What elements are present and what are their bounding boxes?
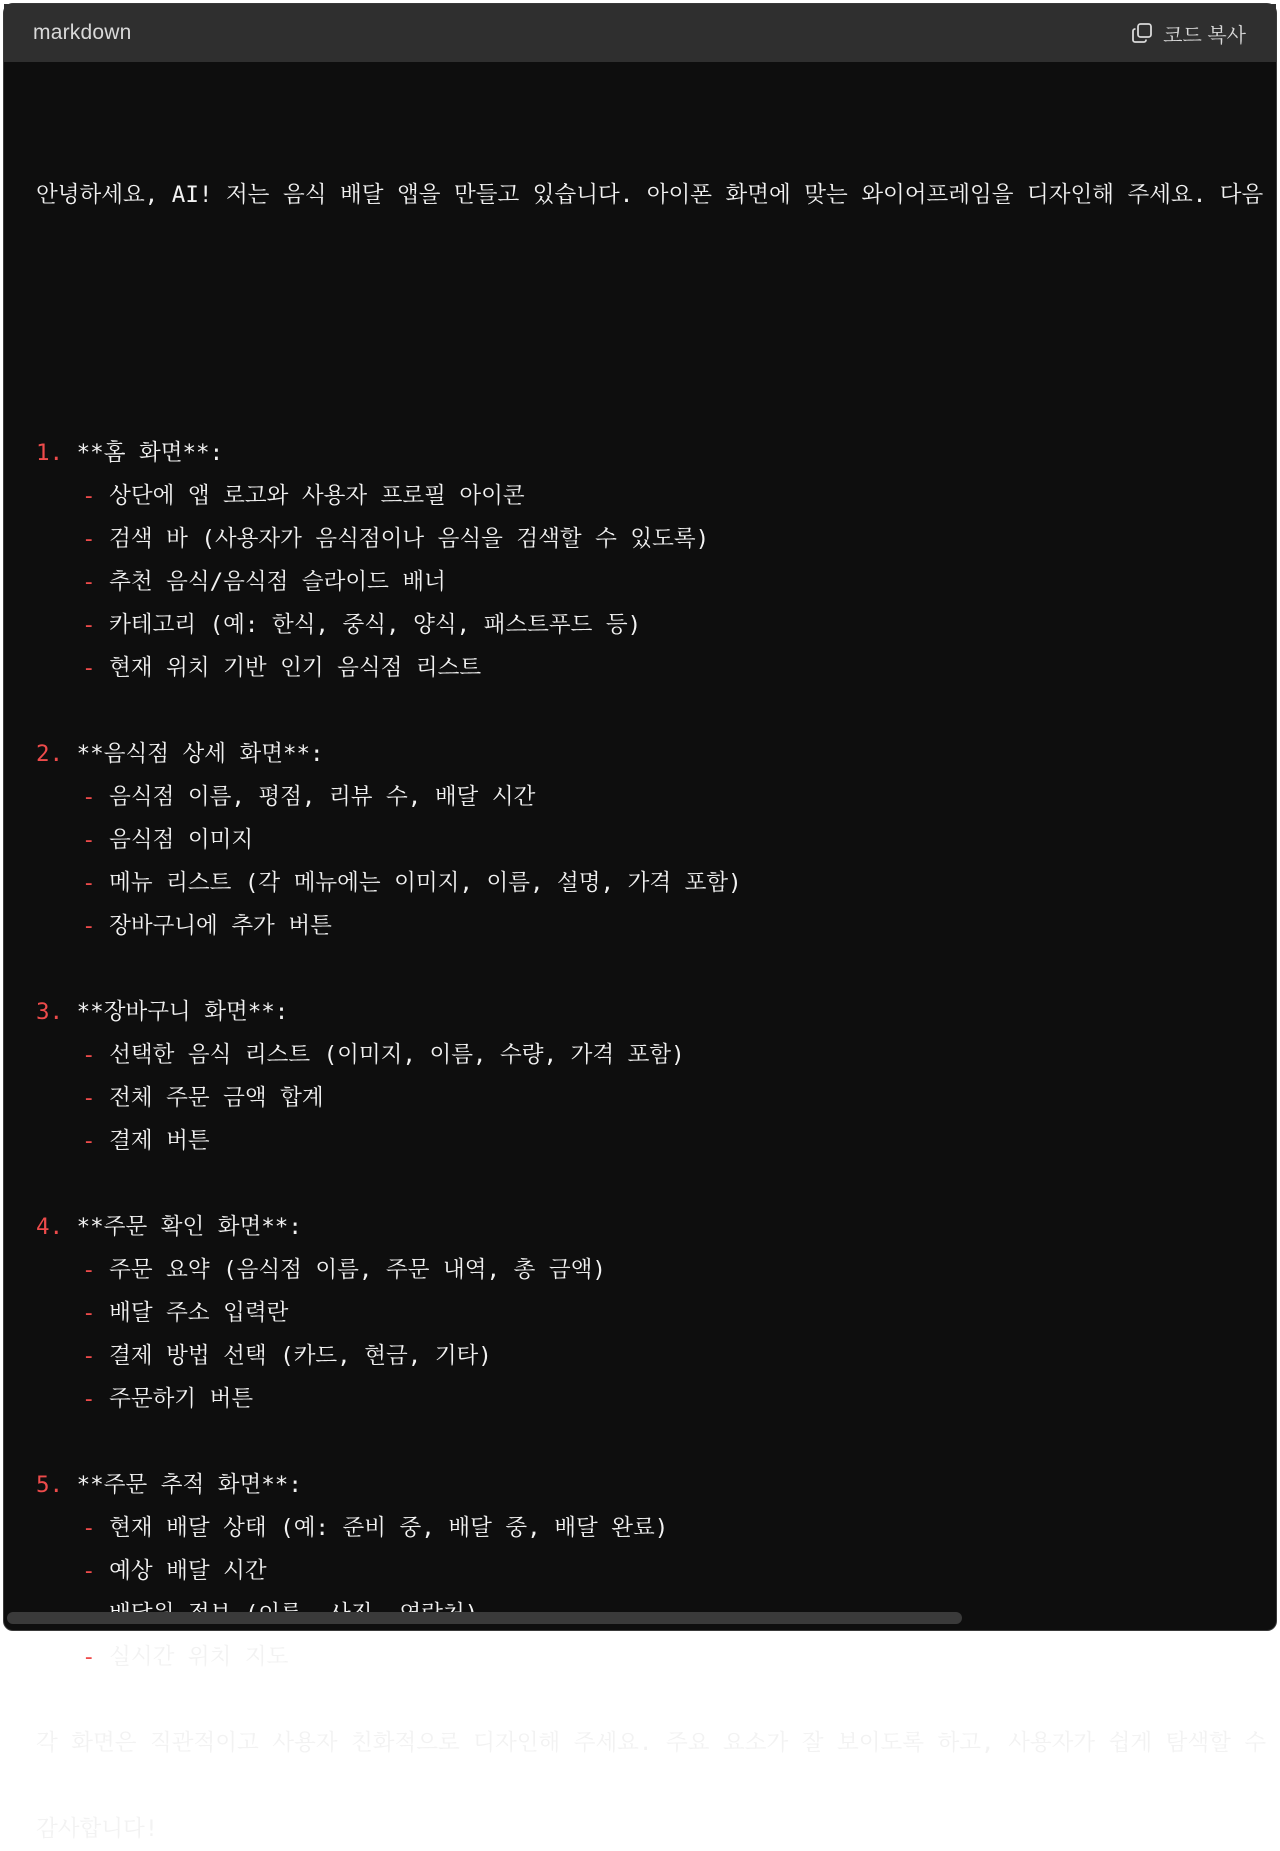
list-dash: - (82, 655, 110, 681)
list-dash: - (82, 569, 110, 595)
list-item (36, 819, 1276, 862)
list-dash: - (82, 483, 110, 509)
blank-line (36, 1421, 1276, 1464)
code-block (3, 3, 1277, 1842)
list-item-text: 카테고리 (예: 한식, 중식, 양식, 패스트푸드 등) (109, 612, 642, 638)
section-number: 2. (36, 741, 64, 767)
list-dash: - (82, 1128, 110, 1154)
section-number: 3. (36, 999, 64, 1025)
list-item (36, 905, 1276, 948)
list-item (36, 1636, 1276, 1679)
list-item (36, 561, 1276, 604)
list-dash: - (82, 1042, 110, 1068)
blank-line (36, 303, 1276, 346)
list-item (36, 1034, 1276, 1077)
closing-line: 각 화면은 직관적이고 사용자 친화적으로 디자인해 주세요. 주요 요소가 잘 보이도록 하고, 사용자가 쉽게 탐색할 수 (36, 1730, 1267, 1756)
list-item (36, 1507, 1276, 1550)
section-title: **주문 확인 화면**: (63, 1214, 302, 1240)
blank-line (36, 690, 1276, 733)
list-item-text: 결제 버튼 (109, 1128, 210, 1154)
list-item-text: 음식점 이름, 평점, 리뷰 수, 배달 시간 (109, 784, 536, 810)
list-dash: - (82, 1257, 110, 1283)
list-item-text: 주문 요약 (음식점 이름, 주문 내역, 총 금액) (109, 1257, 606, 1283)
list-item (36, 1249, 1276, 1292)
list-item-text: 상단에 앱 로고와 사용자 프로필 아이콘 (109, 483, 525, 509)
blank-line (36, 1163, 1276, 1206)
list-dash: - (82, 1343, 110, 1369)
language-label: markdown (33, 21, 132, 44)
code-content[interactable] (4, 62, 1276, 1842)
list-dash: - (82, 827, 110, 853)
list-item (36, 1550, 1276, 1593)
intro-line: 안녕하세요, AI! 저는 음식 배달 앱을 만들고 있습니다. 아이폰 화면에 맞는 와이어프레임을 디자인해 주세요. 다음 (36, 182, 1264, 208)
blank-line (36, 1765, 1276, 1808)
horizontal-scrollbar[interactable] (7, 1612, 962, 1624)
section-heading (36, 1464, 1276, 1507)
section-heading (36, 991, 1276, 1034)
copy-icon (1131, 22, 1153, 44)
list-item (36, 1335, 1276, 1378)
list-item-text: 전체 주문 금액 합계 (109, 1085, 324, 1111)
list-item (36, 647, 1276, 690)
section-heading (36, 432, 1276, 475)
section-heading (36, 1206, 1276, 1249)
list-item-text: 메뉴 리스트 (각 메뉴에는 이미지, 이름, 설명, 가격 포함) (109, 870, 742, 896)
list-item-text: 검색 바 (사용자가 음식점이나 음식을 검색할 수 있도록) (109, 526, 710, 552)
section-title: **홈 화면**: (63, 440, 224, 466)
list-item (36, 604, 1276, 647)
section-title: **주문 추적 화면**: (63, 1472, 302, 1498)
list-item (36, 1120, 1276, 1163)
section-title: **장바구니 화면**: (63, 999, 289, 1025)
list-dash: - (82, 1386, 110, 1412)
list-item (36, 1292, 1276, 1335)
list-item-text: 배달 주소 입력란 (109, 1300, 289, 1326)
list-dash: - (82, 612, 110, 638)
copy-code-label: 코드 복사 (1163, 24, 1246, 47)
list-item-text: 장바구니에 추가 버튼 (109, 913, 332, 939)
list-dash: - (82, 1515, 110, 1541)
blank-line (36, 948, 1276, 991)
list-dash: - (82, 1085, 110, 1111)
list-dash: - (82, 913, 110, 939)
list-dash: - (82, 1644, 110, 1670)
list-item (36, 1077, 1276, 1120)
section-title: **음식점 상세 화면**: (63, 741, 324, 767)
list-item-text: 음식점 이미지 (109, 827, 254, 853)
list-dash: - (82, 1558, 110, 1584)
list-dash: - (82, 784, 110, 810)
list-item-text: 선택한 음식 리스트 (이미지, 이름, 수량, 가격 포함) (109, 1042, 685, 1068)
copy-code-button[interactable] (1131, 19, 1246, 48)
section-number: 1. (36, 440, 64, 466)
thanks-line: 감사합니다! (36, 1816, 159, 1842)
list-item (36, 518, 1276, 561)
list-item-text: 주문하기 버튼 (109, 1386, 254, 1412)
section-number: 5. (36, 1472, 64, 1498)
list-item-text: 실시간 위치 지도 (109, 1644, 289, 1670)
list-item (36, 776, 1276, 819)
list-dash: - (82, 870, 110, 896)
list-item (36, 862, 1276, 905)
list-item (36, 475, 1276, 518)
list-dash: - (82, 526, 110, 552)
list-item-text: 현재 배달 상태 (예: 준비 중, 배달 중, 배달 완료) (109, 1515, 669, 1541)
list-item-text: 추천 음식/음식점 슬라이드 배너 (109, 569, 446, 595)
section-heading (36, 733, 1276, 776)
list-item-text: 현재 위치 기반 인기 음식점 리스트 (109, 655, 482, 681)
list-dash: - (82, 1300, 110, 1326)
blank-line (36, 1679, 1276, 1722)
list-item-text: 결제 방법 선택 (카드, 현금, 기타) (109, 1343, 492, 1369)
list-item-text: 예상 배달 시간 (109, 1558, 267, 1584)
code-header (4, 4, 1276, 62)
section-number: 4. (36, 1214, 64, 1240)
list-item (36, 1378, 1276, 1421)
